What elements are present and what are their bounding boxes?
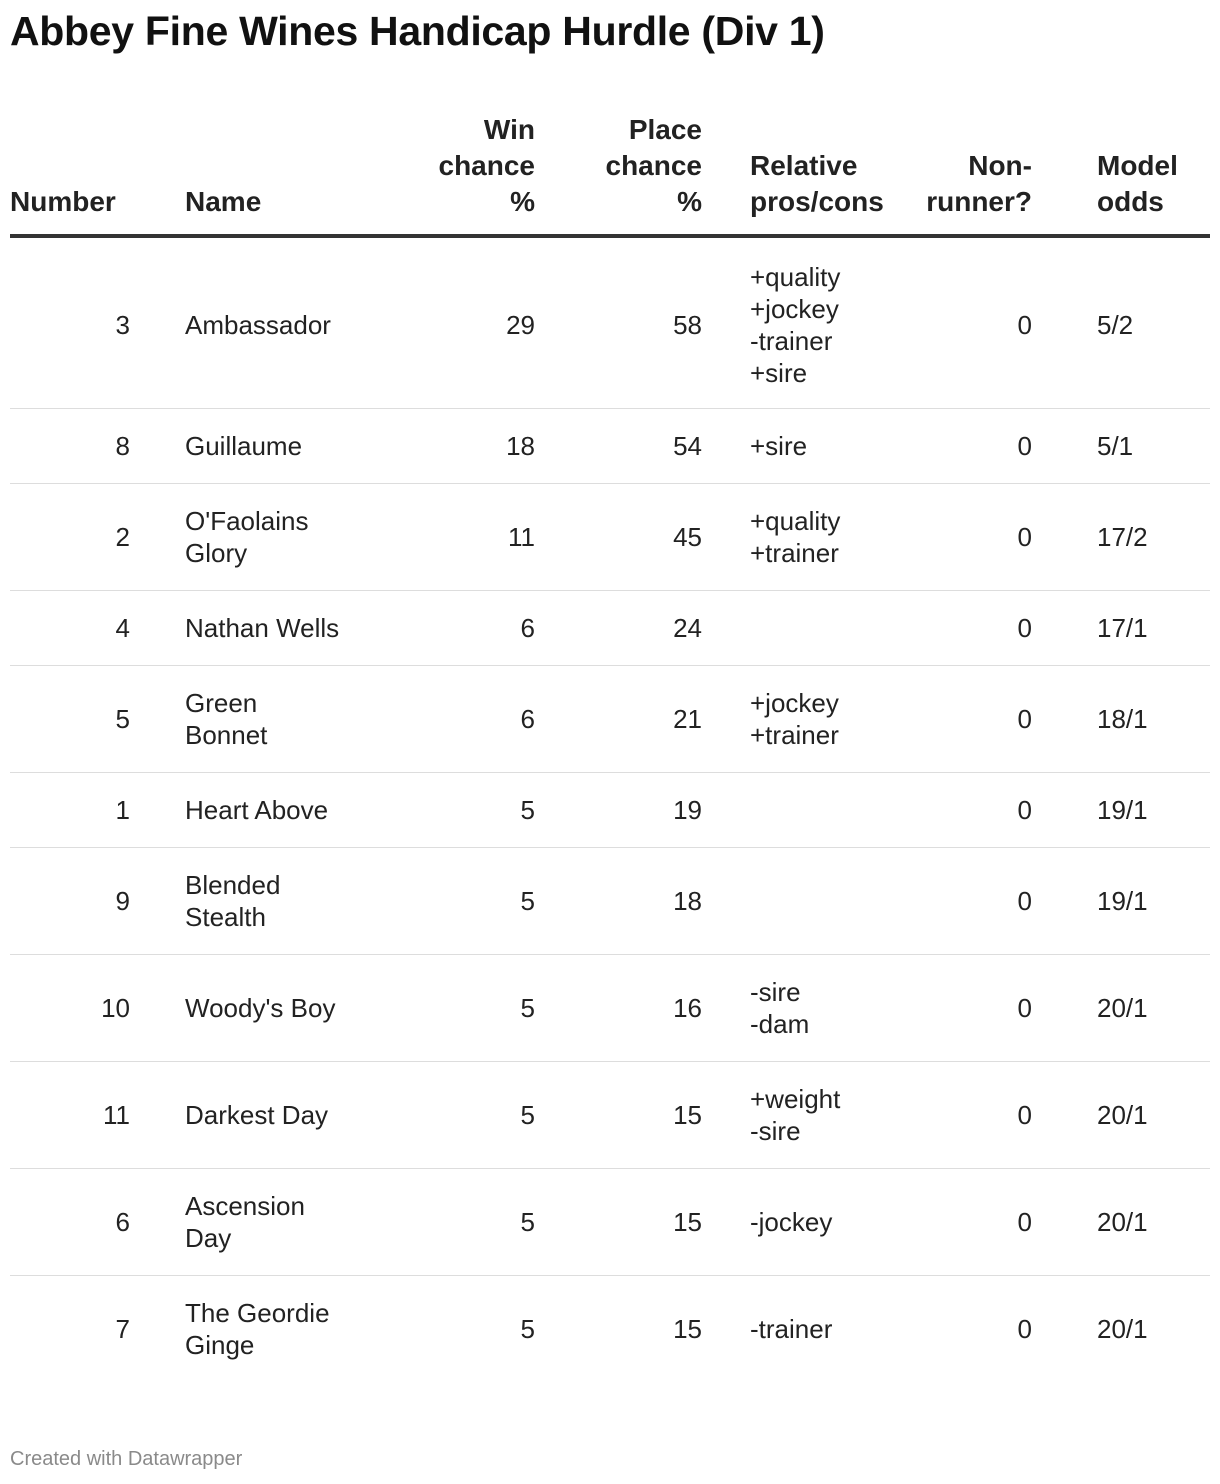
cell-model-odds: 19/1	[1032, 773, 1210, 848]
cell-non-runner: 0	[872, 955, 1032, 1062]
pros-cons-item: +weight	[750, 1084, 841, 1114]
cell-model-odds: 5/1	[1032, 409, 1210, 484]
cell-name	[185, 484, 360, 591]
cell-pros-cons	[702, 848, 872, 955]
header-non-runner	[872, 112, 1032, 236]
cell-name	[185, 409, 360, 484]
cell-number: 8	[10, 409, 185, 484]
horse-name: Darkest Day	[185, 1100, 329, 1130]
pros-cons-item: -trainer	[750, 326, 833, 356]
pros-cons-item: -sire	[750, 1116, 801, 1146]
table-row	[10, 591, 1210, 666]
cell-model-odds: 17/1	[1032, 591, 1210, 666]
cell-model-odds: 18/1	[1032, 666, 1210, 773]
page-title: Abbey Fine Wines Handicap Hurdle (Div 1)	[10, 8, 825, 54]
cell-win-chance: 6	[360, 666, 535, 773]
horse-name: Green Bonnet	[185, 688, 268, 750]
pros-cons-item: +trainer	[750, 720, 839, 750]
table-row	[10, 409, 1210, 484]
cell-win-chance: 11	[360, 484, 535, 591]
cell-model-odds: 20/1	[1032, 1169, 1210, 1276]
pros-cons-item: -trainer	[750, 1314, 833, 1344]
table-body	[10, 236, 1210, 1382]
cell-pros-cons	[702, 409, 872, 484]
pros-cons-item: +trainer	[750, 538, 839, 568]
header-place-chance	[535, 112, 702, 236]
cell-name	[185, 773, 360, 848]
cell-win-chance: 5	[360, 1062, 535, 1169]
pros-cons-item: -jockey	[750, 1207, 833, 1237]
cell-name	[185, 955, 360, 1062]
cell-name	[185, 1062, 360, 1169]
header-label-line: %	[677, 186, 702, 217]
horse-name: Ambassador	[185, 310, 331, 340]
header-label-line: Win	[483, 114, 535, 145]
cell-place-chance: 21	[535, 666, 702, 773]
cell-win-chance: 5	[360, 848, 535, 955]
table-row	[10, 236, 1210, 409]
cell-name	[185, 1169, 360, 1276]
header-label-line: odds	[1097, 186, 1164, 217]
cell-number: 2	[10, 484, 185, 591]
pros-cons-item: +jockey	[750, 294, 839, 324]
header-label-line: chance	[438, 150, 535, 181]
table-row	[10, 1169, 1210, 1276]
cell-win-chance: 29	[360, 236, 535, 409]
cell-place-chance: 54	[535, 409, 702, 484]
table-row	[10, 666, 1210, 773]
cell-number: 7	[115, 1314, 130, 1344]
cell-place-chance: 18	[535, 848, 702, 955]
table-header	[10, 112, 1210, 236]
table-row	[10, 1276, 1210, 1383]
cell-place-chance: 16	[535, 955, 702, 1062]
pros-cons-item: -dam	[750, 1009, 810, 1039]
header-label-line: Relative	[750, 150, 858, 181]
table-row	[10, 1062, 1210, 1169]
cell-model-odds: 17/2	[1032, 484, 1210, 591]
cell-non-runner: 0	[872, 1169, 1032, 1276]
cell-non-runner: 0	[1017, 1314, 1032, 1344]
cell-pros-cons	[702, 666, 872, 773]
horse-name: O'Faolains Glory	[185, 506, 309, 568]
cell-pros-cons	[702, 591, 872, 666]
cell-non-runner: 0	[872, 773, 1032, 848]
cell-non-runner: 0	[872, 848, 1032, 955]
cell-pros-cons	[702, 955, 872, 1062]
header-model-odds	[1032, 112, 1210, 236]
header-pros-cons	[702, 112, 884, 236]
cell-model-odds: 19/1	[1032, 848, 1210, 955]
cell-place-chance: 19	[535, 773, 702, 848]
cell-win-chance: 18	[360, 409, 535, 484]
header-label-line: Place	[628, 114, 702, 145]
cell-number: 10	[10, 955, 185, 1062]
header-label-line: chance	[605, 150, 702, 181]
cell-name	[185, 236, 360, 409]
horse-name: Nathan Wells	[185, 613, 340, 643]
cell-place-chance: 45	[535, 484, 702, 591]
cell-non-runner: 0	[872, 666, 1032, 773]
cell-number: 1	[10, 773, 185, 848]
header-label-line: %	[510, 186, 535, 217]
cell-place-chance: 24	[535, 591, 702, 666]
cell-number: 4	[10, 591, 185, 666]
cell-win-chance: 5	[360, 955, 535, 1062]
header-label-line: Number	[10, 186, 116, 217]
header-win-chance	[360, 112, 535, 236]
cell-win-chance: 5	[360, 1169, 535, 1276]
cell-number: 6	[10, 1169, 185, 1276]
pros-cons-item: +quality	[750, 262, 841, 292]
cell-pros-cons	[702, 236, 872, 409]
cell-number: 5	[10, 666, 185, 773]
cell-pros-cons	[702, 1062, 872, 1169]
header-number	[10, 112, 185, 236]
cell-place-chance: 15	[673, 1314, 702, 1344]
cell-win-chance: 5	[360, 773, 535, 848]
cell-place-chance: 15	[535, 1062, 702, 1169]
pros-cons-item: +quality	[750, 506, 841, 536]
cell-model-odds: 20/1	[1097, 1314, 1148, 1344]
table-row	[10, 773, 1210, 848]
header-label-line: pros/cons	[750, 186, 884, 217]
header-label-line: Name	[185, 186, 262, 217]
cell-pros-cons	[702, 484, 872, 591]
horse-name: Woody's Boy	[185, 993, 336, 1023]
table-row	[10, 848, 1210, 955]
cell-non-runner: 0	[872, 409, 1032, 484]
pros-cons-item: -sire	[750, 977, 801, 1007]
cell-model-odds: 5/2	[1032, 236, 1210, 409]
cell-non-runner: 0	[872, 484, 1032, 591]
cell-pros-cons	[702, 1276, 872, 1383]
cell-name	[185, 591, 360, 666]
cell-model-odds: 20/1	[1032, 955, 1210, 1062]
cell-name	[185, 1276, 360, 1383]
cell-place-chance: 15	[535, 1169, 702, 1276]
cell-win-chance: 6	[360, 591, 535, 666]
cell-non-runner: 0	[872, 591, 1032, 666]
header-label-line: Non-	[968, 150, 1032, 181]
table-row	[10, 955, 1210, 1062]
cell-name	[185, 848, 360, 955]
cell-number: 3	[10, 236, 185, 409]
header-name	[185, 112, 360, 236]
pros-cons-item: +sire	[750, 358, 808, 388]
cell-non-runner: 0	[872, 1062, 1032, 1169]
cell-name	[185, 666, 360, 773]
footer-credit: Created with Datawrapper	[10, 1448, 243, 1470]
table-row	[10, 484, 1210, 591]
odds-table	[10, 112, 1210, 1382]
header-label-line: runner?	[926, 186, 1032, 217]
horse-name: Ascension Day	[185, 1191, 305, 1253]
cell-place-chance: 58	[535, 236, 702, 409]
pros-cons-item: +sire	[750, 431, 808, 461]
cell-win-chance: 5	[520, 1314, 535, 1344]
horse-name: The Geordie Ginge	[185, 1298, 330, 1360]
cell-model-odds: 20/1	[1032, 1062, 1210, 1169]
cell-pros-cons	[702, 1169, 872, 1276]
header-label-line: Model	[1097, 150, 1178, 181]
cell-number: 9	[10, 848, 185, 955]
horse-name: Heart Above	[185, 795, 329, 825]
pros-cons-item: +jockey	[750, 688, 839, 718]
horse-name: Guillaume	[185, 431, 303, 461]
cell-pros-cons	[702, 773, 872, 848]
horse-name: Blended Stealth	[185, 870, 281, 932]
cell-non-runner: 0	[872, 236, 1032, 409]
cell-number: 11	[10, 1062, 185, 1169]
